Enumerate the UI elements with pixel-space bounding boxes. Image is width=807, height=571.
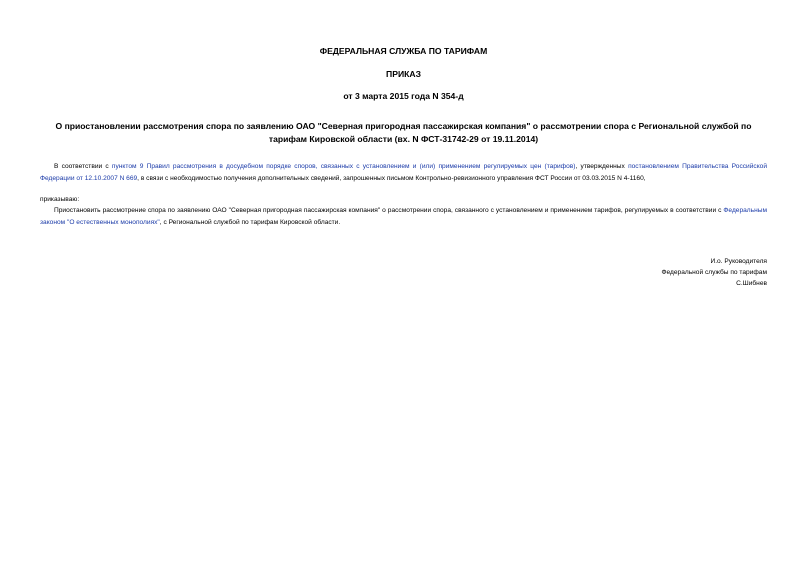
link-federal-law-monopolies[interactable]: Федеральным законом "О естественных монополиях": [40, 207, 767, 226]
paragraph-order: [40, 205, 767, 228]
paragraph-order-word: приказываю:: [40, 196, 80, 203]
document-type: ПРИКАЗ: [386, 69, 421, 79]
paragraph-basis-text-1: В соответствии с: [54, 163, 112, 170]
paragraph-basis-text-2: , утвержденных: [575, 163, 629, 170]
signature-position: И.о. Руководителя: [710, 258, 767, 265]
link-government-decree[interactable]: постановлением Правительства Российской Федерации от 12.10.2007 N 669: [40, 163, 768, 182]
paragraph-basis-text-3: , в связи с необходимостью получения дополнительных сведений, запрошенных письмом Контрольно-ревизионного управления ФСТ России от 03.03.2015 N 4-1160,: [137, 174, 646, 182]
link-rules-clause-9[interactable]: пунктом 9 Правил рассмотрения в досудебном порядке споров, связанных с установлением и (или) применением регулируемых цен (тарифов): [111, 163, 576, 170]
paragraph-order-text-2: , с Региональной службой по тарифам Кировской области.: [159, 218, 341, 226]
agency-name: ФЕДЕРАЛЬНАЯ СЛУЖБА ПО ТАРИФАМ: [319, 46, 488, 56]
signature-organization: Федеральной службы по тарифам: [661, 269, 767, 276]
paragraph-basis: [40, 161, 767, 184]
document-title: О приостановлении рассмотрения спора по заявлению ОАО "Северная пригородная пассажирская компания" о рассмотрении спора с Региональной службой по тарифам Кировской области (вх. N ФСТ-31742-29 от 19.11.2014): [55, 121, 752, 144]
signature-name: С.Шибнев: [736, 280, 767, 287]
paragraph-order-text-1: Приостановить рассмотрение спора по заявлению ОАО "Северная пригородная пассажирская компания" о рассмотрении спора, связанного с установлением и применением тарифов, регулируемых в соответствии с: [54, 207, 724, 214]
document-date: от 3 марта 2015 года N 354-д: [343, 91, 464, 101]
